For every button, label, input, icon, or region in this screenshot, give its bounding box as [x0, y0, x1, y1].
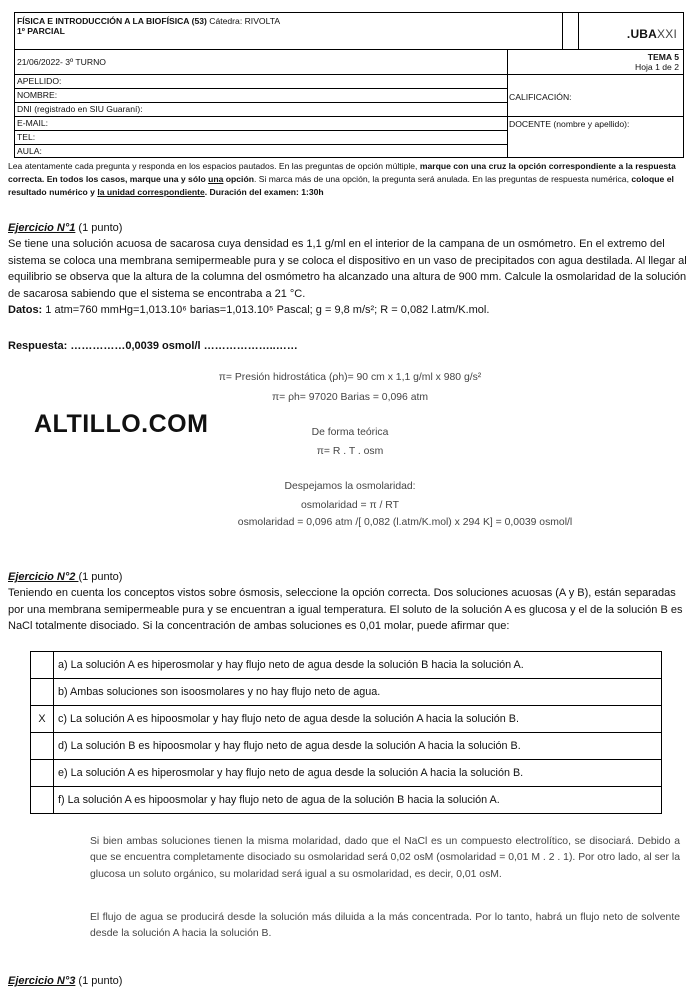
tema-label: TEMA 5 Hoja 1 de 2	[635, 52, 679, 72]
field-apellido: APELLIDO:	[15, 75, 507, 89]
option-mark[interactable]	[31, 787, 54, 814]
option-text: a) La solución A es hiperosmolar y hay flujo neto de agua desde la solución B hacia la solución A.	[54, 652, 662, 679]
uba-logo: .UBAXXI	[626, 27, 677, 41]
option-text: c) La solución A es hipoosmolar y hay flujo neto de agua desde la solución A hacia la solución B.	[54, 706, 662, 733]
option-mark[interactable]	[31, 733, 54, 760]
option-text: e) La solución A es hiperosmolar y hay flujo neto de agua desde la solución A hacia la solución B.	[54, 760, 662, 787]
field-dni: DNI (registrado en SIU Guaraní):	[15, 103, 507, 117]
exercise-1-answer: Respuesta: ……………0,0039 osmol/l ………………..……	[8, 340, 298, 352]
datos-label: Datos:	[8, 304, 43, 317]
exercise-1-title: Ejercicio N°1	[8, 222, 76, 234]
field-aula: AULA:	[17, 146, 42, 156]
exercise-2-title: Ejercicio N°2	[8, 571, 79, 583]
exercise-2-text: Teniendo en cuenta los conceptos vistos sobre ósmosis, seleccione la opción correcta. Dos soluciones acuosas (A y B), están separadas por una membrana semipermeable pura y se encuentran a igual temperatura. El soluto de la solución A es glucosa y el de la solución B es NaCl totalmente disociado. Si la concentración de ambas soluciones es 0,01 molar, puede afirmar que:	[8, 587, 683, 633]
docente-label: DOCENTE (nombre y apellido):	[509, 119, 630, 129]
exercise-3-title: Ejercicio N°3	[8, 975, 76, 987]
calc-line-5: Despejamos la osmolaridad:	[284, 481, 416, 492]
instructions: Lea atentamente cada pregunta y responda en los espacios pautados. En las preguntas de opción múltiple, marque con una cruz la opción correspondiente a la respuesta correcta. En todos los casos, marque una y sólo una opción. Si marca más de una opción, la pregunta será anulada. En las preguntas de respuesta numérica, coloque el resultado numérico y la unidad correspondiente. Duración del examen: 1:30h	[8, 161, 676, 197]
exam-header	[14, 12, 684, 50]
options-table	[30, 651, 662, 814]
field-nombre: NOMBRE:	[15, 89, 507, 103]
option-mark[interactable]: X	[31, 706, 54, 733]
option-mark[interactable]	[31, 760, 54, 787]
calc-line-3: De forma teórica	[311, 427, 389, 438]
field-email: E-MAIL:	[15, 117, 507, 131]
option-row[interactable]	[31, 787, 662, 814]
calc-line-6: osmolaridad = π / RT	[301, 500, 399, 511]
option-text: b) Ambas soluciones son isoosmolares y no hay flujo neto de agua.	[54, 679, 662, 706]
exercise-1: Ejercicio N°1 (1 punto) Se tiene una solución acuosa de sacarosa cuya densidad es 1,1 g/ml en el interior de la campana de un osmómetro. En el extremo del sistema se coloca una membrana semipermeable pura y se coloca el dispositivo en un vaso de precipitados con agua destilada. Al llegar al equilibrio se observa que la altura de la columna del osmómetro ha alcanzado una altura de 900 mm. Calcule la osmolaridad de la solución de sacarosa sabiendo que el sistema se encontraba a 21 °C. Datos: 1 atm=760 mmHg=1,013.10⁶ barias=1,013.10⁵ Pascal; g = 9,8 m/s²; R = 0,082 l.atm/K.mol.	[8, 222, 687, 317]
course-cell	[15, 13, 563, 49]
exam-name: 1º PARCIAL	[17, 26, 65, 36]
course-name: FÍSICA E INTRODUCCIÓN A LA BIOFÍSICA (53)	[17, 16, 207, 26]
calc-line-4: π= R . T . osm	[316, 446, 384, 457]
option-mark[interactable]	[31, 679, 54, 706]
calc-line-1: π= Presión hidrostática (ρh)= 90 cm x 1,1 g/ml x 980 g/s²	[218, 372, 482, 383]
calc-line-7: osmolaridad = 0,096 atm /[ 0,082 (l.atm/K.mol) x 294 K] = 0,0039 osmol/l	[237, 517, 573, 528]
calificacion-label: CALIFICACIÓN:	[509, 92, 572, 102]
option-row[interactable]	[31, 733, 662, 760]
exercise-2: Ejercicio N°2 (1 punto) Teniendo en cuenta los conceptos vistos sobre ósmosis, seleccione la opción correcta. Dos soluciones acuosas (A y B), están separadas por una membrana semipermeable pura y se encuentran a igual temperatura. El soluto de la solución A es glucosa y el de la solución B es NaCl totalmente disociado. Si la concentración de ambas soluciones es 0,01 molar, puede afirmar que:	[8, 571, 683, 633]
calc-line-2: π= ρh= 97020 Barias = 0,096 atm	[271, 392, 429, 403]
watermark: ALTILLO.COM	[34, 410, 209, 438]
option-row[interactable]	[31, 760, 662, 787]
option-mark[interactable]	[31, 652, 54, 679]
student-info-table	[14, 50, 684, 158]
explanation-1: Si bien ambas soluciones tienen la misma molaridad, dado que el NaCl es un compuesto electrolítico, se disociará. Debido a que se encuentra completamente disociado su osmolaridad será 0,02 osM (osmolaridad = 0,01 M . 2 . 1). Por otro lado, al ser la glucosa un soluto orgánico, su molaridad será igual a su osmolaridad, es decir, 0,01 osM.	[90, 836, 680, 880]
exercise-3: Ejercicio N°3 (1 punto)	[8, 975, 123, 987]
catedra: Cátedra: RIVOLTA	[209, 16, 281, 26]
exercise-1-text: Se tiene una solución acuosa de sacarosa cuya densidad es 1,1 g/ml en el interior de la campana de un osmómetro. En el extremo del sistema se coloca una membrana semipermeable pura y se coloca el dispositivo en un vaso de precipitados con agua destilada. Al llegar al equilibrio se observa que la altura de la columna del osmómetro ha alcanzado una altura de 900 mm. Calcule la osmolaridad de la solución de sacarosa sabiendo que el sistema se encontraba a 21 °C.	[8, 238, 687, 300]
option-text: f) La solución A es hipoosmolar y hay flujo neto de agua de la solución B hacia la solución A.	[54, 787, 662, 814]
field-tel: TEL:	[15, 131, 507, 145]
option-text: d) La solución B es hipoosmolar y hay flujo neto de agua desde la solución A hacia la solución B.	[54, 733, 662, 760]
datos-text: 1 atm=760 mmHg=1,013.10⁶ barias=1,013.10⁵ Pascal; g = 9,8 m/s²; R = 0,082 l.atm/K.mol.	[42, 304, 490, 317]
exam-date: 21/06/2022- 3º TURNO	[17, 57, 106, 67]
option-row[interactable]	[31, 706, 662, 733]
option-row[interactable]	[31, 652, 662, 679]
option-row[interactable]	[31, 679, 662, 706]
explanation-2: El flujo de agua se producirá desde la solución más diluida a la más concentrada. Por lo tanto, habrá un flujo neto de solvente desde la solución A hacia la solución B.	[90, 912, 680, 940]
